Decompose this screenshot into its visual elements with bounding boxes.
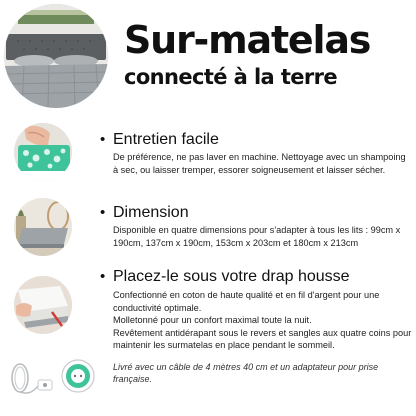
feature-paragraph: De préférence, ne pas laver en machine. Nettoyage avec un shampoing à sec, ou laisser tremper, essorer soigneusement et laisser sécher. — [113, 152, 406, 175]
feature-title-drap-housse: • Placez-le sous votre drap housse — [100, 268, 350, 285]
fitted-sheet-photo-icon — [14, 276, 72, 334]
feature-body-drap-housse — [113, 289, 413, 352]
cleaning-photo-icon — [14, 123, 72, 181]
page-title: Sur-matelas — [124, 18, 371, 62]
bullet-icon: • — [100, 204, 106, 221]
cable-adapter-photo-icon — [8, 356, 104, 396]
hero-bedroom-photo — [4, 4, 108, 108]
feature-title-dimension: • Dimension — [100, 204, 189, 221]
feature-body-dimension — [113, 224, 413, 249]
feature-paragraph: Confectionné en coton de haute qualité et en fil d'argent pour une conductivité optimale. — [113, 290, 380, 313]
feature-title-entretien: • Entretien facile — [100, 131, 219, 148]
bullet-icon: • — [100, 268, 106, 285]
dimension-photo-icon — [14, 198, 72, 256]
feature-body-entretien — [113, 151, 413, 176]
feature-paragraph: Molletonné pour un confort maximal toute la nuit. — [113, 315, 312, 325]
feature-paragraph: Revêtement antidérapant sous le revers et sangles aux quatre coins pour maintenir les surmatelas en place pendant le sommeil. — [113, 327, 412, 350]
feature-paragraph: Disponible en quatre dimensions pour s'adapter à tous les lits : 99cm x 190cm, 137cm x 190cm, 153cm x 203cm et 180cm x 213cm — [113, 225, 401, 248]
page-subtitle: connecté à la terre — [124, 65, 338, 89]
bullet-icon: • — [100, 131, 106, 148]
footnote: Livré avec un câble de 4 mètres 40 cm et un adaptateur pour prise française. — [113, 362, 379, 384]
